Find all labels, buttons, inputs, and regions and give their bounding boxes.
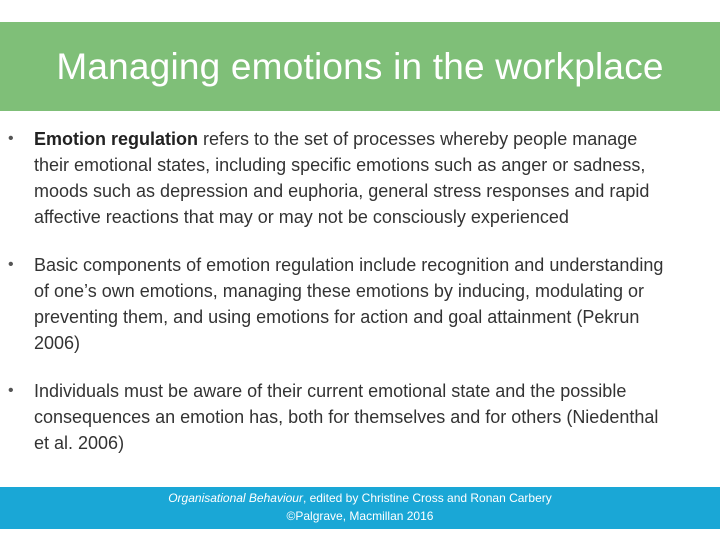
bullet-dot-icon: • bbox=[8, 256, 14, 273]
bullet-item-2 bbox=[0, 252, 720, 356]
title-banner bbox=[0, 22, 720, 111]
bullet-dot-icon: • bbox=[8, 130, 14, 147]
bullet-dot-icon: • bbox=[8, 382, 14, 399]
footer-editors: , edited by Christine Cross and Ronan Carbery bbox=[302, 491, 552, 505]
footer-banner bbox=[0, 487, 720, 529]
bullet-item-3 bbox=[0, 378, 720, 456]
footer-copyright: ©Palgrave, Macmillan 2016 bbox=[286, 509, 434, 523]
bullet-text: refers to the set of processes whereby people manage their emotional states, including specific emotions such as anger or sadness, moods such as depression and euphoria, general stress responses and rapid affective reactions that may or may not be consciously experienced bbox=[34, 129, 650, 227]
bullet-item-1 bbox=[0, 126, 720, 230]
slide-title: Managing emotions in the workplace bbox=[56, 46, 664, 87]
footer-book-title: Organisational Behaviour bbox=[168, 491, 303, 505]
bullet-text: Individuals must be aware of their current emotional state and the possible consequences an emotion has, both for themselves and for others (Niedenthal et al. 2006) bbox=[34, 381, 659, 453]
bullet-lead: Emotion regulation bbox=[34, 129, 198, 149]
footer-citation bbox=[0, 490, 720, 506]
slide-content bbox=[0, 126, 720, 478]
bullet-text: Basic components of emotion regulation include recognition and understanding of one’s own emotions, managing these emotions by inducing, modulating or preventing them, and using emotions for action and goal attainment (Pekrun 2006) bbox=[34, 255, 664, 353]
